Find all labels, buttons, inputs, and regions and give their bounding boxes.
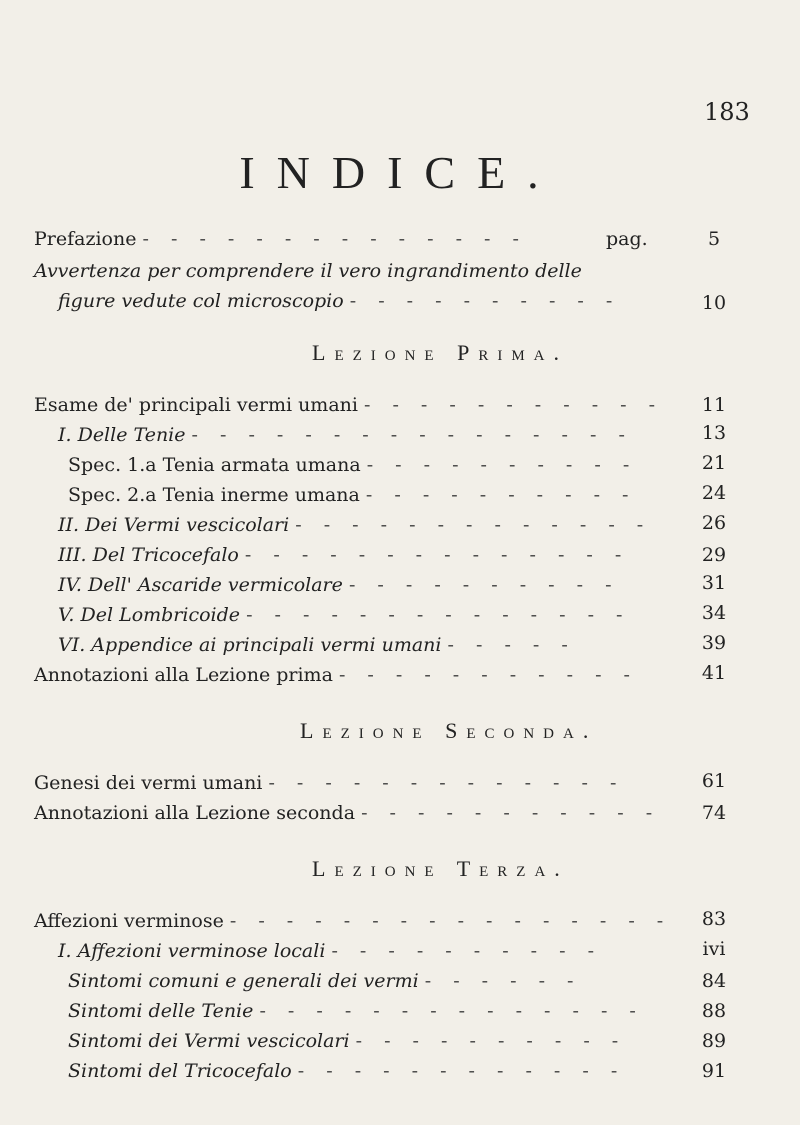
toc-entry: V. Del Lombricoide - - - - - - - - - - - - - - — [58, 604, 631, 626]
entry-text: I. Delle Tenie — [58, 424, 186, 446]
entry-text: Sintomi del Tricocefalo — [68, 1060, 292, 1082]
section-heading: Lezione Prima. — [312, 340, 568, 365]
toc-entry: I. Delle Tenie - - - - - - - - - - - - - - - - — [58, 424, 633, 446]
entry-page: 41 — [701, 662, 727, 684]
toc-entry: II. Dei Vermi vescicolari - - - - - - - - - - - - - — [58, 514, 652, 536]
entry-page: 88 — [701, 1000, 727, 1022]
entry-page: 13 — [701, 422, 727, 444]
entry-text: figure vedute col microscopio — [58, 290, 344, 312]
entry-page: 26 — [701, 512, 727, 534]
toc-entry: Spec. 2.a Tenia inerme umana - - - - - - - - - - — [68, 484, 637, 506]
entry-text: Genesi dei vermi umani — [34, 772, 263, 794]
entry-text: V. Del Lombricoide — [58, 604, 241, 626]
entry-page: ivi — [702, 938, 726, 960]
toc-entry: Sintomi comuni e generali dei vermi - - - - - - — [68, 970, 582, 992]
toc-entry: Affezioni verminose - - - - - - - - - - - - - - - - — [34, 910, 672, 932]
toc-entry: I. Affezioni verminose locali - - - - - - - - - - — [58, 940, 603, 962]
entry-page: 84 — [701, 970, 727, 992]
page-title: INDICE. — [239, 147, 561, 198]
entry-page: 74 — [701, 802, 727, 824]
toc-entry: Sintomi delle Tenie - - - - - - - - - - - - - - — [68, 1000, 644, 1022]
entry-text: Prefazione — [34, 228, 137, 250]
toc-entry: Sintomi del Tricocefalo - - - - - - - - - - - - — [68, 1060, 626, 1082]
entry-text: Annotazioni alla Lezione prima — [34, 664, 333, 686]
entry-text: Annotazioni alla Lezione seconda — [34, 802, 356, 824]
toc-entry: VI. Appendice ai principali vermi umani - - - - - — [58, 634, 576, 656]
entry-text: Sintomi delle Tenie — [68, 1000, 254, 1022]
toc-entry: Annotazioni alla Lezione seconda - - - - - - - - - - - — [34, 802, 661, 824]
entry-page: 31 — [701, 572, 727, 594]
entry-page: 39 — [701, 632, 727, 654]
entry-page: 24 — [701, 482, 727, 504]
entry-text: Sintomi comuni e generali dei vermi — [68, 970, 419, 992]
entry-page: 34 — [701, 602, 727, 624]
pag-label: pag. — [606, 228, 648, 250]
entry-text: III. Del Tricocefalo — [58, 544, 239, 566]
toc-entry: Esame de' principali vermi umani - - - - - - - - - - - — [34, 394, 664, 416]
entry-text: VI. Appendice ai principali vermi umani — [58, 634, 442, 656]
entry-page: 5 — [707, 228, 721, 250]
entry-text: Spec. 1.a Tenia armata umana — [68, 454, 361, 476]
toc-entry: Spec. 1.a Tenia armata umana - - - - - - - - - - — [68, 454, 638, 476]
toc-entry: Annotazioni alla Lezione prima - - - - - - - - - - - — [34, 664, 638, 686]
toc-entry: Sintomi dei Vermi vescicolari - - - - - - - - - - — [68, 1030, 627, 1052]
entry-text: Spec. 2.a Tenia inerme umana — [68, 484, 360, 506]
entry-page: 21 — [701, 452, 727, 474]
toc-entry: Prefazione - - - - - - - - - - - - - - — [34, 228, 527, 250]
entry-text: Esame de' principali vermi umani — [34, 394, 358, 416]
section-heading: Lezione Terza. — [312, 856, 569, 881]
entry-text: II. Dei Vermi vescicolari — [58, 514, 290, 536]
entry-page: 89 — [701, 1030, 727, 1052]
toc-entry: III. Del Tricocefalo - - - - - - - - - - - - - - — [58, 544, 630, 566]
entry-page: 10 — [701, 292, 727, 314]
toc-entry: IV. Dell' Ascaride vermicolare - - - - - - - - - - — [58, 574, 620, 596]
toc-entry: figure vedute col microscopio - - - - - - - - - - — [58, 290, 621, 312]
entry-page: 29 — [701, 544, 727, 566]
toc-entry: Genesi dei vermi umani - - - - - - - - - - - - - — [34, 772, 625, 794]
entry-page: 91 — [701, 1060, 727, 1082]
entry-text: Affezioni verminose — [34, 910, 224, 932]
section-heading: Lezione Seconda. — [300, 718, 598, 743]
entry-text: I. Affezioni verminose locali — [58, 940, 326, 962]
entry-text: Avvertenza per comprendere il vero ingrandimento delle — [34, 260, 582, 282]
entry-text: IV. Dell' Ascaride vermicolare — [58, 574, 343, 596]
entry-page: 61 — [701, 770, 727, 792]
entry-text: Sintomi dei Vermi vescicolari — [68, 1030, 350, 1052]
page-number: 183 — [704, 98, 750, 126]
toc-entry — [34, 260, 654, 282]
entry-page: 83 — [701, 908, 727, 930]
entry-page: 11 — [701, 394, 727, 416]
